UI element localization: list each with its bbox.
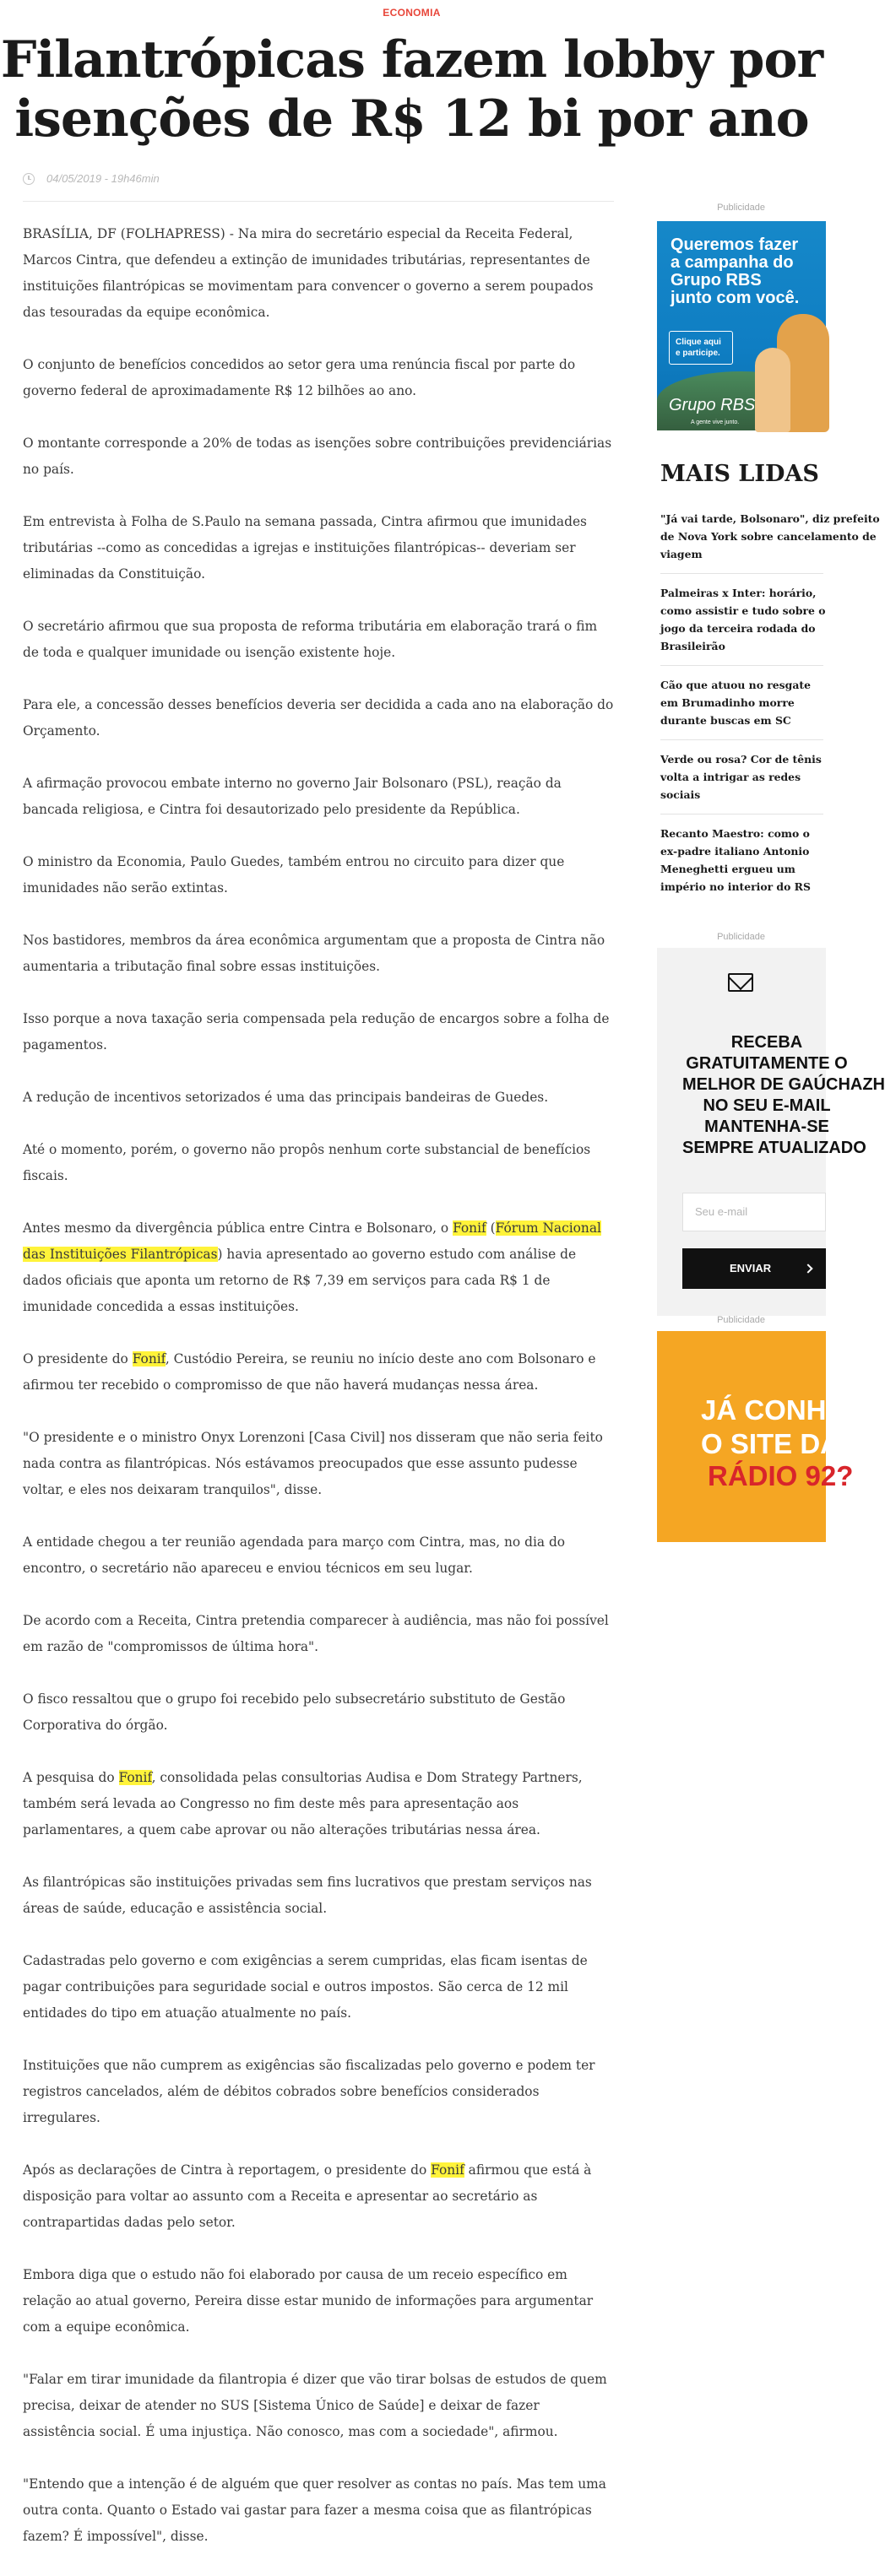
most-read-line: de Nova York sobre cancelamento de <box>660 530 877 543</box>
radio-ad-line: JÁ CONHECE <box>701 1394 884 1426</box>
newsletter-submit-button[interactable] <box>682 1248 826 1289</box>
newsletter-line: MELHOR DE GAÚCHAZH <box>682 1075 885 1094</box>
newsletter-line: MANTENHA-SE <box>704 1118 829 1136</box>
timestamp: 04/05/2019 - 19h46min <box>46 172 160 185</box>
envelope-icon <box>728 973 753 992</box>
paragraph <box>23 2157 614 2236</box>
most-read-line: Cão que atuou no resgate <box>660 679 811 691</box>
paragraph: Nos bastidores, membros da área econômica argumentam que a proposta de Cintra não aumentaria a tributação final sobre essas instituições. <box>23 933 605 974</box>
most-read-list <box>660 510 880 916</box>
newsletter-line: NO SEU E-MAIL <box>703 1096 831 1115</box>
most-read-line: ex-padre italiano Antonio <box>660 845 810 858</box>
most-read-item[interactable] <box>660 825 823 906</box>
text-run: afirmou que está à disposição para voltar ao assunto com a Receita e apresentar ao secretário as contrapartidas dadas pelo setor. <box>23 2162 592 2230</box>
text-run: ( <box>486 1220 496 1236</box>
paragraph: O ministro da Economia, Paulo Guedes, também entrou no circuito para dizer que imunidades não serão extintas. <box>23 854 565 896</box>
paragraph: Cadastradas pelo governo e com exigências a serem cumpridas, elas ficam isentas de pagar contribuições para seguridade social e outros impostos. São cerca de 12 mil entidades do tipo em atuação atualmente no país. <box>23 1953 588 2021</box>
paragraph: A redução de incentivos setorizados é uma das principais bandeiras de Guedes. <box>23 1090 549 1105</box>
radio-ad-line: O SITE DA <box>701 1428 841 1459</box>
meta-divider <box>23 201 614 202</box>
paragraph <box>23 1215 614 1320</box>
most-read-line: como assistir e tudo sobre o <box>660 604 826 617</box>
most-read-line: Meneghetti ergueu um <box>660 863 795 875</box>
email-input[interactable]: Seu e-mail <box>682 1193 826 1231</box>
paragraph: A afirmação provocou embate interno no governo Jair Bolsonaro (PSL), reação da bancada religiosa, e Cintra foi desautorizado pelo presidente da República. <box>23 776 562 817</box>
ad-label: Publicidade <box>717 1315 765 1325</box>
paragraph: O conjunto de benefícios concedidos ao setor gera uma renúncia fiscal por parte do governo federal de aproximadamente R$ 12 bilhões ao ano. <box>23 357 576 398</box>
newsletter-line: RECEBA <box>730 1033 803 1052</box>
highlight-fonif[interactable]: Fonif <box>453 1220 486 1236</box>
ad-label: Publicidade <box>717 203 765 213</box>
paragraph: Embora diga que o estudo não foi elaborado por causa de um receio específico em relação ao atual governo, Pereira disse estar munido de informações para argumentar com a equipe econômica. <box>23 2267 594 2335</box>
ad-person-figure <box>755 348 790 432</box>
rbs-tagline: A gente vive junto. <box>691 419 740 425</box>
most-read-line: sociais <box>660 788 701 801</box>
newsletter-signup <box>657 948 885 1316</box>
newsletter-line: SEMPRE ATUALIZADO <box>682 1139 866 1157</box>
text-run: Antes mesmo da divergência pública entre Cintra e Bolsonaro, o <box>23 1220 453 1236</box>
most-read-line: Recanto Maestro: como o <box>660 827 810 840</box>
most-read-line: em Brumadinho morre <box>660 696 795 709</box>
paragraph: Isso porque a nova taxação seria compensada pela redução de encargos sobre a folha de pagamentos. <box>23 1011 610 1053</box>
most-read-title: MAIS LIDAS <box>660 461 819 487</box>
most-read-item[interactable] <box>660 584 826 666</box>
paragraph: O montante corresponde a 20% de todas as isenções sobre contribuições previdenciárias no país. <box>23 436 612 477</box>
most-read-line: Brasileirão <box>660 640 725 652</box>
paragraph: Para ele, a concessão desses benefícios deveria ser decidida a cada ano na elaboração do Orçamento. <box>23 697 614 739</box>
paragraph <box>23 1346 614 1399</box>
rbs-ad-cta[interactable]: Clique aqui e participe. <box>669 331 733 365</box>
paragraph: "Entendo que a intenção é de alguém que quer resolver as contas no país. Mas tem uma outra conta. Quanto o Estado vai gastar para fazer a mesma coisa que as filantrópicas fazem? É impossível", disse. <box>23 2476 606 2544</box>
paragraph: A entidade chegou a ter reunião agendada para março com Cintra, mas, no dia do encontro, o secretário não apareceu e enviou técnicos em seu lugar. <box>23 1534 566 1576</box>
most-read-line: "Já vai tarde, Bolsonaro", diz prefeito <box>660 512 880 525</box>
radio-ad-banner[interactable] <box>657 1331 884 1542</box>
highlight-fonif[interactable]: Fonif <box>431 2162 464 2178</box>
most-read-line: durante buscas em SC <box>660 714 791 727</box>
paragraph: Instituições que não cumprem as exigências são fiscalizadas pelo governo e podem ter registros cancelados, além de débitos cobrados sobre benefícios considerados irregulares. <box>23 2058 595 2125</box>
clock-icon <box>23 173 35 185</box>
highlight-fonif-full[interactable]: Fórum Nacional das Instituições Filantrópicas <box>23 1220 601 1262</box>
most-read-line: viagem <box>660 548 703 560</box>
paragraph: "O presidente e o ministro Onyx Lorenzoni [Casa Civil] nos disseram que não seria feito nada contra as filantrópicas. Nós estávamos preocupados que esse assunto pudesse voltar, e eles nos deixaram tranquilos", disse. <box>23 1430 603 1497</box>
most-read-line: império no interior do RS <box>660 880 811 893</box>
section-tag[interactable]: ECONOMIA <box>383 7 441 19</box>
paragraph: Em entrevista à Folha de S.Paulo na semana passada, Cintra afirmou que imunidades tributárias --como as concedidas a igrejas e instituições filantrópicas-- deveriam ser eliminadas da Constituição. <box>23 514 587 582</box>
highlight-fonif[interactable]: Fonif <box>132 1351 166 1366</box>
newsletter-line: GRATUITAMENTE O <box>686 1054 848 1073</box>
paragraph: De acordo com a Receita, Cintra pretendia comparecer à audiência, mas não foi possível em razão de "compromissos de última hora". <box>23 1613 609 1654</box>
most-read-item[interactable] <box>660 510 880 574</box>
text-run: A pesquisa do <box>23 1770 119 1785</box>
most-read-line: Palmeiras x Inter: horário, <box>660 587 817 599</box>
paragraph: O secretário afirmou que sua proposta de reforma tributária em elaboração trará o fim de toda e qualquer imunidade ou isenção existente hoje. <box>23 619 598 660</box>
most-read-item[interactable] <box>660 676 823 740</box>
most-read-line: jogo da terceira rodada do <box>660 622 816 635</box>
most-read-line: Verde ou rosa? Cor de tênis <box>660 753 822 766</box>
paragraph: "Falar em tirar imunidade da filantropia é dizer que vão tirar bolsas de estudos de quem precisa, deixar de atender no SUS [Sistema Único de Saúde] e deixar de fazer assistência social. É uma injustiça. Não conosco, mas com a sociedade", afirmou. <box>23 2372 607 2439</box>
chevron-right-icon <box>803 1264 812 1273</box>
radio-ad-line: RÁDIO 92? <box>708 1460 854 1491</box>
most-read-item[interactable] <box>660 750 823 814</box>
newsletter-text <box>682 1032 885 1159</box>
newsletter-submit-label: ENVIAR <box>730 1262 772 1274</box>
headline-line-2: isenções de R$ 12 bi por ano <box>14 89 809 149</box>
headline-line-1: Filantrópicas fazem lobby por <box>0 30 823 89</box>
highlight-fonif[interactable]: Fonif <box>118 1770 152 1785</box>
paragraph <box>23 1765 614 1843</box>
rbs-ad-headline: Queremos fazer a campanha do Grupo RBS junto com você. <box>671 235 800 307</box>
paragraph: O fisco ressaltou que o grupo foi recebido pelo subsecretário substituto de Gestão Corporativa do órgão. <box>23 1691 566 1733</box>
headline <box>0 30 823 149</box>
rbs-logo: Grupo RBS <box>669 396 756 414</box>
text-run: ) havia apresentado ao governo estudo com análise de dados oficiais que aponta um retorno de R$ 7,39 em serviços para cada R$ 1 de imunidade concedida a essas instituições. <box>23 1247 577 1314</box>
paragraph: Até o momento, porém, o governo não propôs nenhum corte substancial de benefícios fiscais. <box>23 1142 591 1183</box>
text-run: , consolidada pelas consultorias Audisa e Dom Strategy Partners, também será levada ao Congresso no fim deste mês para apresentação aos parlamentares, a quem cabe aprovar ou não alterações tributárias nessa área. <box>23 1770 583 1837</box>
article-body <box>23 221 614 2576</box>
rbs-ad-banner[interactable] <box>657 221 826 430</box>
ad-label: Publicidade <box>717 932 765 942</box>
article-meta <box>23 172 160 185</box>
text-run: , Custódio Pereira, se reuniu no início deste ano com Bolsonaro e afirmou ter recebido o compromisso de que não haverá mudanças nessa área. <box>23 1351 596 1393</box>
text-run: O presidente do <box>23 1351 133 1366</box>
paragraph: As filantrópicas são instituições privadas sem fins lucrativos que prestam serviços nas áreas de saúde, educação e assistência social. <box>23 1875 592 1916</box>
paragraph: BRASÍLIA, DF (FOLHAPRESS) - Na mira do secretário especial da Receita Federal, Marcos Cintra, que defendeu a extinção de imunidades tributárias, representantes de instituições filantrópicas se movimentam para convencer o governo a serem poupados das tesouradas da equipe econômica. <box>23 226 594 320</box>
text-run: Após as declarações de Cintra à reportagem, o presidente do <box>23 2162 432 2178</box>
most-read-line: volta a intrigar as redes <box>660 771 801 783</box>
